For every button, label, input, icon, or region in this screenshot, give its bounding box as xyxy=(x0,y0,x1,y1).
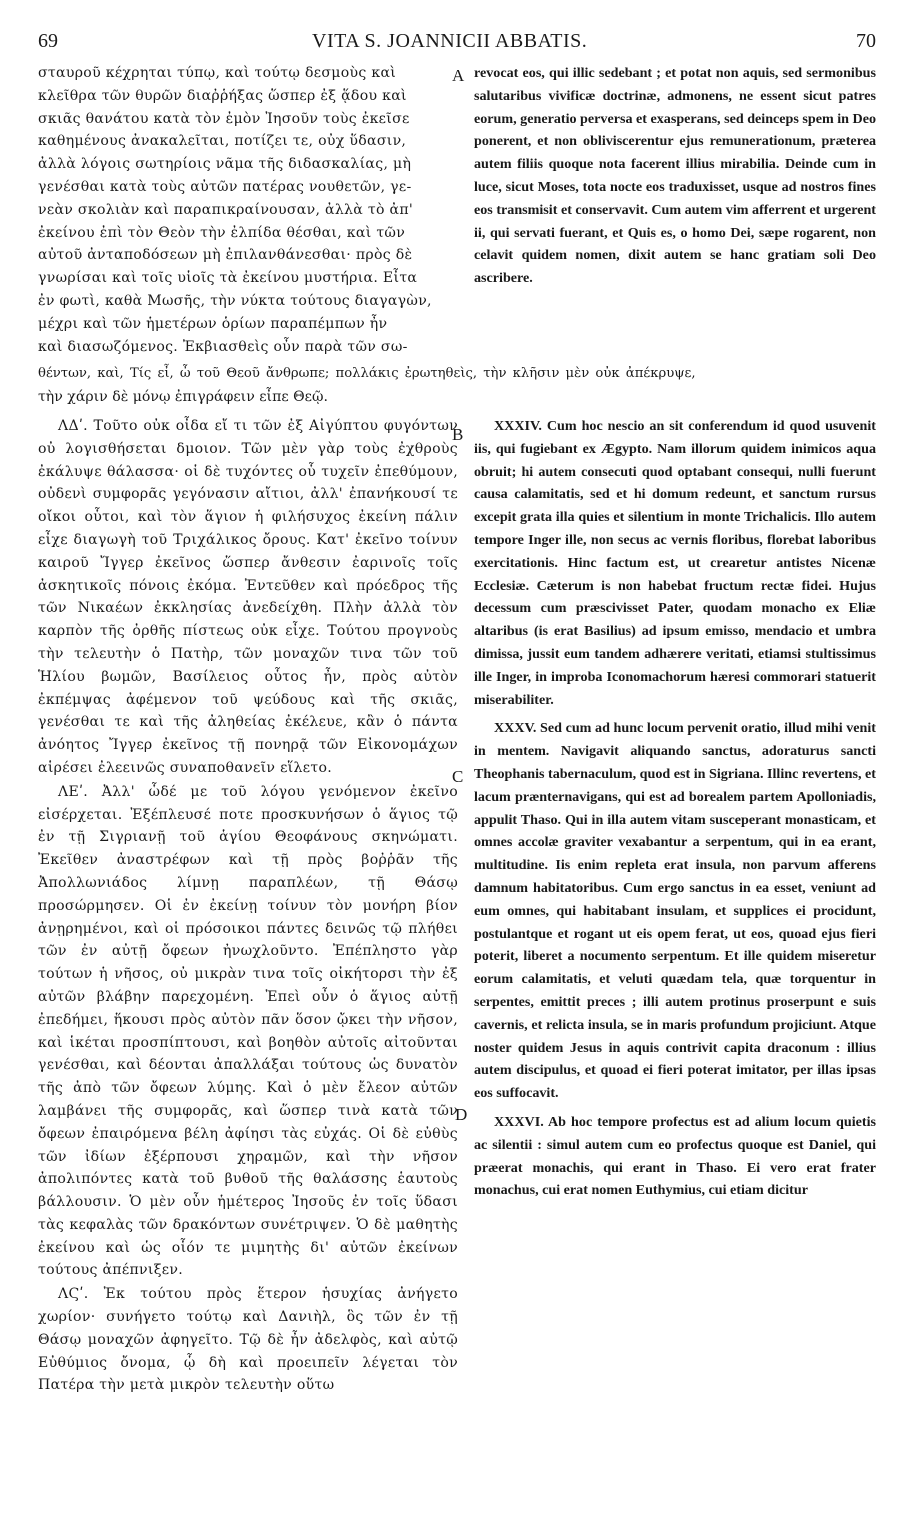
margin-letter-c: C xyxy=(452,767,464,786)
greek-line: αὐτοῦ ἀνταποδόσεων μὴ ἐπιλανθάνεσθαι· πρὸς δὲ xyxy=(38,247,413,264)
greek-line: καὶ διασωζόμενος. Ἐκβιασθεὶς οὖν παρὰ τῶν σω- xyxy=(38,338,408,355)
latin-paragraph-35: XXXV. Sed cum ad hunc locum pervenit oratio, illud mihi venit in mentem. Navigavit aliquando sanctus, adoraturus sancti Theophanis tabernaculum, quod est in Sigriana. Illinc revertens, et lacum prænternavigans, qui est ad borealem partem Apolloniadis, appulit Thaso. Qui in illa autem vitam susceperant monasticam, et omnes accolæ graviter vexabantur a serpentum, qui in ea erant, multitudine. Iis enim repleta erat insula, non parvum afferens damnum habitatoribus. Cum ergo sanctus in ea esset, veniunt ad eum omnes, qui habitabant insulam, et supplices ei procidunt, postulantque et rogant ut eis opem ferat, ut eos, quoad ejus fieri poterit, liberet a nocumento serpentum. Et ille quidem miseretur eorum calamitatis, et veluti quædam tela, quæ torquentur in serpentes, emittit preces ; illi autem protinus proserpunt e suis cavernis, et relicta insula, se in maris profundum projiciunt. Atque noster quidem Jesus in aquis contrivit capita draconum : illius autem discipulus, et quoad ei fieri poterat imitator, per illas ipsas eos suffocavit. xyxy=(474,720,876,1102)
greek-line: σταυροῦ κέχρηται τύπῳ, καὶ τούτῳ δεσμοὺς καὶ xyxy=(38,65,397,81)
latin-top-block xyxy=(474,62,876,290)
greek-paragraph-35: ΛΕʹ. Ἀλλ' ὧδέ με τοῦ λόγου γενόμενον ἐκεῖνο εἰσέρχεται. Ἐξέπλευσέ ποτε προσκυνήσων ὁ ἅγιος τῷ ἐν τῇ Σιγριανῇ τοῦ ἁγίου Θεοφάνους σκηνώματι. Ἐκεῖθεν ἀναστρέφων καὶ τῇ πρὸς βοῤῥᾶν τῆς Ἀπολλωνιάδος λίμνῃ παραπλέων, τῇ Θάσῳ προσώρμησεν. Οἱ ἐν ἐκείνῃ τοίνυν τὸν μονήρη βίον ἀνῃρημένοι, καὶ οἱ πρόσοικοι πάντες δεινῶς τῷ πλήθει τῶν ἐν αὐτῇ ὄφεων ἠνωχλοῦντο. Ἐπέπληστο γὰρ τούτων ἡ νῆσος, οὐ μικρὰν τινα τοῖς οἰκήτορσι τὴν ἐξ αὐτῶν βλάβην παρεχομένη. Ἐπεὶ οὖν ὁ ἅγιος αὐτῇ ἐπεδήμει, ἥκουσι πρὸς αὐτὸν πᾶν ὅσον ᾤκει τὴν νῆσον, καὶ ἱκέται προσπίπτουσι, καὶ βοηθὸν αὐτοῖς αἰτοῦνται γενέσθαι, καὶ δέονται ἀπαλλάξαι τούτους ὡς δυνατὸν τῆς ἀπὸ τῶν ὄφεων λύμης. Καὶ ὁ μὲν ἔλεον αὐτῶν λαμβάνει τῆς συμφορᾶς, καὶ ὥσπερ τινὰ κατὰ τῶν ὄφεων ἐπαιρόμενα βέλη ἀφίησι τὰς εὐχάς. Οἱ δὲ εὐθὺς τῶν ἰδίων ἐξέρπουσι χηραμῶν, καὶ τὴν νῆσον ἀπολιπόντες κατὰ τοῦ βυθοῦ τῆς θαλάσσης ἑαυτοὺς βάλλουσιν. Ὁ μὲν οὖν ἡμέτερος Ἰησοῦς ἐν τοῖς ὕδασι τὰς κεφαλὰς τῶν δρακόντων συνέτριψεν. Ὁ δὲ μαθητὴς ἐκείνου καὶ ὡς οἷόν τε μιμητὴς δι' αὐτῶν ἐκείνων τούτους ἀπέπνιξεν. xyxy=(38,783,458,1279)
greek-line: ἐκείνου ἐπὶ τὸν Θεὸν τὴν ἐλπίδα θέσθαι, καὶ τῶν xyxy=(38,224,406,241)
greek-paragraph-34: ΛΔʹ. Τοῦτο οὐκ οἶδα εἴ τι τῶν ἐξ Αἰγύπτου φυγόντων οὐ λογισθήσεται δμοιον. Τῶν μὲν γὰρ τοὺς ἐχθροὺς ἐκάλυψε θάλασσα· οἱ δὲ τυχόντες οὗ τυχεῖν ἐπεθύμουν, οὐδενὶ συμφορᾶς γεγόνασιν αἴτιοι, ἀλλ' ἐπανήκουσί τε οἴκοι οὗτοι, καὶ τὸν ἅγιον ἡ φιλήσυχος ἐκείνη πάλιν εἶχε διαγωγὴ τοῦ Τριχάλικος ὄρους. Κατ' ἐκεῖνο τοίνυν καιροῦ Ἴγγερ ἐκεῖνος ὥσπερ ἄνθεσιν ἐαρινοῖς τοῖς ἀσκητικοῖς πόνοις ἐκόμα. Ἐντεῦθεν καὶ πρόεδρος τῆς τῶν Νικαέων ἐκκλησίας ἀνεδείχθη. Πλὴν ἀλλὰ τὸν καρπὸν τῆς ὀρθῆς πίστεως οὐκ εἶχε. Τούτου προγνοὺς τὴν τελευτὴν ὁ Πατὴρ, τῶν μοναχῶν τινα τῶν τοῦ Ἡλίου βωμῶν, Βασίλειος οὗτος ἦν, πρὸς αὐτὸν ἐκπέμψας ἀφέμενον τοῦ ψεύδους καὶ τῆς σκιᾶς, γενέσθαι τε καὶ τῆς ἀληθείας ἐκέλευε, κἂν ὁ πάντα ἀνόητος Ἴγγερ ἐκεῖνος τῇ πονηρᾷ τῶν Εἰκονομάχων αἱρέσει ἐλεεινῶς συναποθανεῖν εἵλετο. xyxy=(38,418,458,776)
greek-line: κλεῖθρα τῶν θυρῶν διαῤῥήξας ὥσπερ ἐξ ᾅδου καὶ xyxy=(38,87,407,104)
greek-wide-line-2: τὴν χάριν δὲ μόνῳ ἐπιγράφειν εἶπε Θεῷ. xyxy=(38,389,328,405)
running-title: VITA S. JOANNICII ABBATIS. xyxy=(312,30,588,52)
greek-line: σκιᾶς θανάτου κατὰ τὸν ἐμὸν Ἰησοῦν τοὺς ἐκεῖσε xyxy=(38,110,410,127)
greek-line: ἀλλὰ λόγοις σωτηρίοις νᾶμα τῆς διδασκαλίας, μὴ xyxy=(38,156,412,173)
margin-letter-a: A xyxy=(452,66,465,85)
latin-lower-block xyxy=(474,415,876,1202)
greek-line: νεὰν σκολιὰν καὶ παραπικραίνουσαν, ἀλλὰ τὸ ἀπ' xyxy=(38,201,414,218)
page-number-left: 69 xyxy=(38,30,58,52)
greek-line: καθημένους ἀνακαλεῖται, ποτίζει τε, οὐχ ὕδασιν, xyxy=(38,133,407,150)
latin-paragraph-top: revocat eos, qui illic sedebant ; et potat non aquis, sed sermonibus salutaribus vivificæ doctrinæ, admonens, ne essent sicut patres eorum, generatio perversa et exasperans, sed deinceps spem in Deo ponerent, et non obliviscerentur ejus remunerationum, præterea autem filiis quoque nota facerent illius mirabilia. Deinde cum in luce, sicut Moses, tota nocte eos traduxisset, usque ad nostros fines eos transmisit et conservavit. Cum autem vim afferrent et urgerent ii, qui servati fuerant, et Quis es, o homo Dei, sæpe rogarent, non celavit quidem nomen, dixit autem se hanc gratiam soli Deo ascribere. xyxy=(474,65,877,287)
greek-paragraph-36: ΛϚʹ. Ἐκ τούτου πρὸς ἕτερον ἡσυχίας ἀνήγετο χωρίον· συνήγετο τούτῳ καὶ Δανιὴλ, ὃς τῶν ἐν τῇ Θάσῳ μοναχῶν ἀφηγεῖτο. Τῷ δὲ ἦν ἀδελφὸς, καὶ αὐτῷ Εὐθύμιος ὄνομα, ᾧ δὴ καὶ προειπεῖν λέγεται τὸν Πατέρα τὴν μετὰ μικρὸν τελευτὴν οὕτω xyxy=(38,1286,458,1394)
greek-line: μέχρι καὶ τῶν ἡμετέρων ὁρίων παραπέμπων ἦν xyxy=(38,315,388,332)
margin-letter-b: B xyxy=(452,425,464,444)
greek-line: γενέσθαι κατὰ τοὺς αὐτῶν πατέρας νουθετῶν, γε- xyxy=(38,178,412,195)
greek-line: ἐν φωτὶ, καθὰ Μωσῆς, τὴν νύκτα τούτους διαγαγὼν, xyxy=(38,292,432,309)
margin-letter-d: D xyxy=(455,1105,468,1124)
greek-line: γνωρίσαι καὶ τοῖς υἱοῖς τὰ ἐκείνου μυστήρια. Εἶτα xyxy=(38,270,418,287)
page-number-right: 70 xyxy=(856,30,876,52)
greek-top-block xyxy=(38,62,458,358)
greek-wide-line-1: θέντων, καὶ, Τίς εἶ, ὦ τοῦ Θεοῦ ἄνθρωπε; πολλάκις ἐρωτηθεὶς, τὴν κλῆσιν μὲν οὐκ ἀπέκρυψε, xyxy=(38,366,696,381)
greek-lower-block xyxy=(38,415,458,1397)
latin-paragraph-36: XXXVI. Ab hoc tempore profectus est ad alium locum quietis ac silentii : simul autem cum eo profectus quoque est Daniel, qui præerat monachis, qui erant in Thaso. Ei vero erat frater monachus, cui erat nomen Euthymius, cui etiam dicitur xyxy=(474,1113,876,1199)
latin-paragraph-34: XXXIV. Cum hoc nescio an sit conferendum id quod usuvenit iis, qui fugiebant ex Ægypto. Nam illorum quidem inimicos aqua obruit; hi autem consecuti quod optabant consequi, nulli fuerunt causa calamitatis, sed et hi domum redeunt, et sanctum rursus excepit grata illa quies et silentium in monte Trichalicis. Illo autem tempore Inger ille, non secus ac vernis floribus, florebat laboribus exercitationis. Hinc factum est, ut crearetur antistes Nicenæ Ecclesiæ. Cæterum is non habebat fructum rectæ fidei. Hujus decessum cum præscivisset Pater, quodam monacho ex Eliæ altaribus (is erat Basilius) ad ipsum emisso, mendacio et umbra dimissa, jussit eum tandem adhærere veritati, etiamsi stultissimus ille Inger, in improba Iconomachorum hæresi commorari statuerit miserabiliter. xyxy=(474,418,876,708)
